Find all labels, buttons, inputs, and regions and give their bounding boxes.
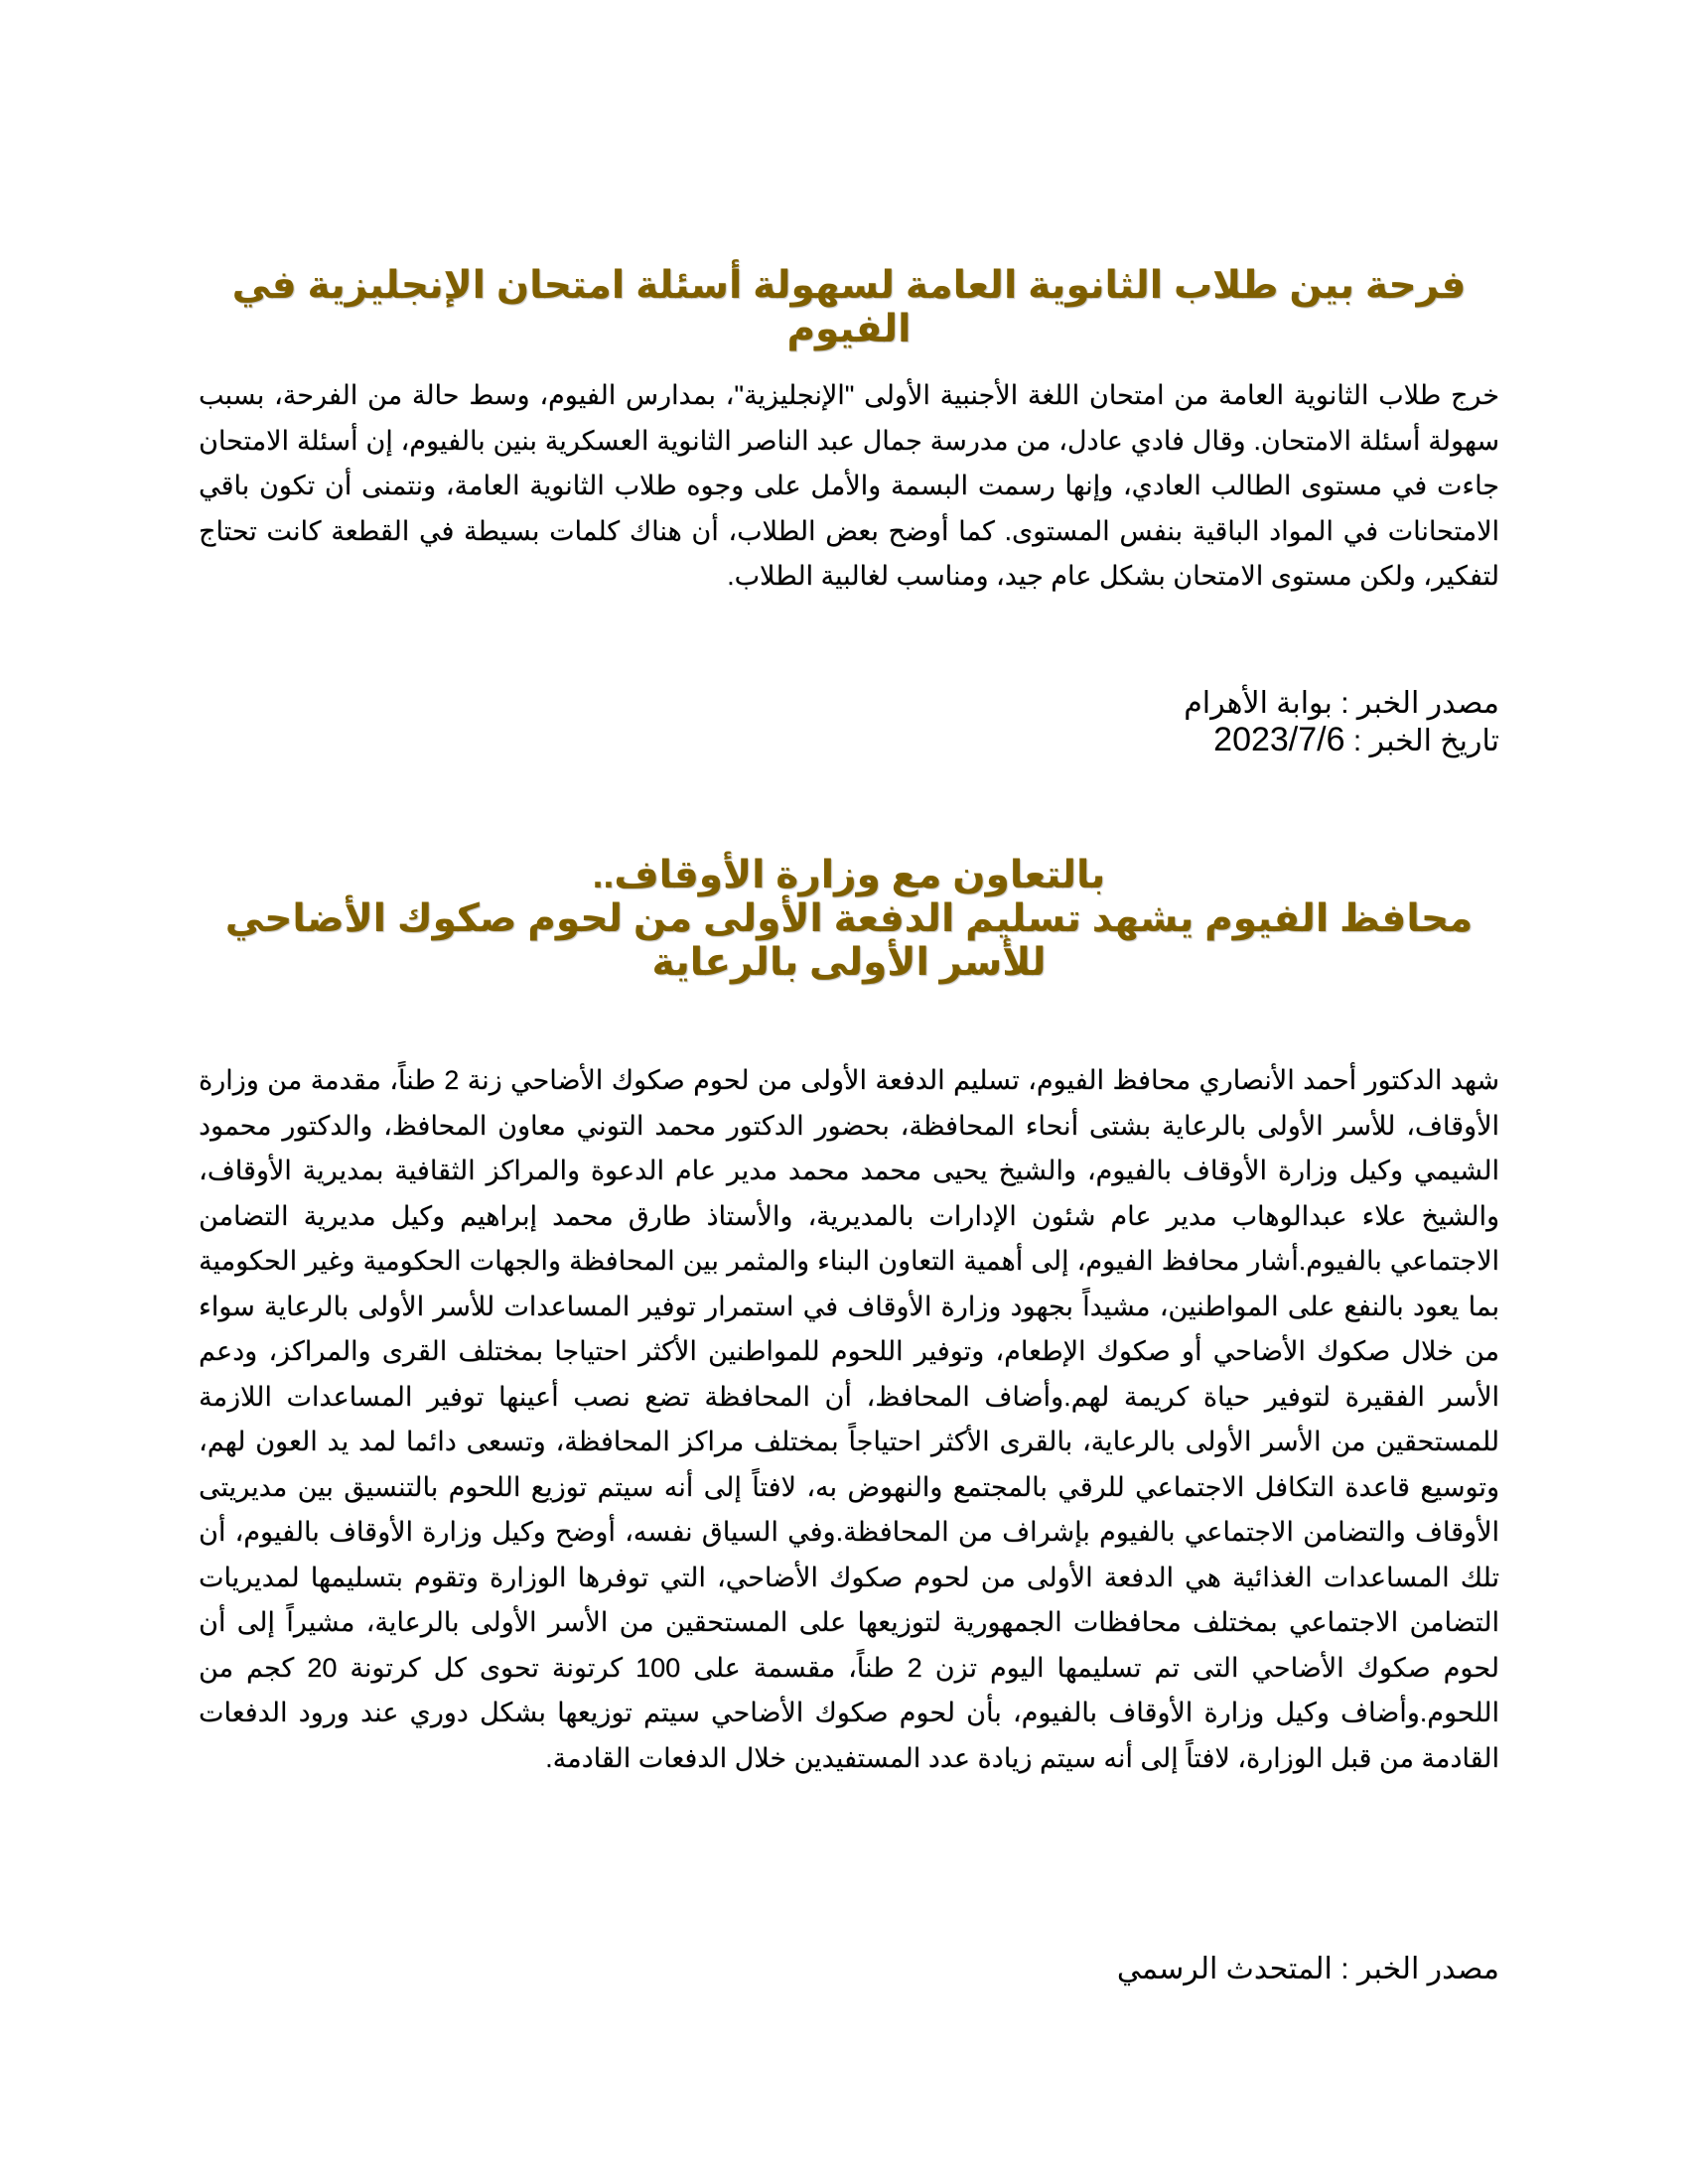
date-value: 2023/7/6 xyxy=(1213,721,1345,758)
article-2-headline-line-1: بالتعاون مع وزارة الأوقاف.. xyxy=(592,854,1106,896)
article-1-meta xyxy=(1184,685,1499,759)
article-2-headline xyxy=(199,854,1499,985)
article-1-body: خرج طلاب الثانوية العامة من امتحان اللغة الأجنبية الأولى "الإنجليزية"، بمدارس الفيوم، وسط حالة من الفرحة، بسبب سهولة أسئلة الامتحان. وقال فادي عادل، من مدرسة جمال عبد الناصر الثانوية العسكرية بنين بالفيوم، إن أسئلة الامتحان جاءت في مستوى الطالب العادي، وإنها رسمت البسمة والأمل على وجوه طلاب الثانوية العامة، ونتمنى أن تكون باقي الامتحانات في المواد الباقية بنفس المستوى. كما أوضح بعض الطلاب، أن هناك كلمات بسيطة في القطعة كانت تحتاج لتفكير، ولكن مستوى الامتحان بشكل عام جيد، ومناسب لغالبية الطلاب. xyxy=(199,380,1499,591)
article-1-headline-line: فرحة بين طلاب الثانوية العامة لسهولة أسئلة امتحان الإنجليزية في الفيوم xyxy=(231,264,1467,350)
article-2-headline-line-2: محافظ الفيوم يشهد تسليم الدفعة الأولى من لحوم صكوك الأضاحي للأسر الأولى بالرعاية xyxy=(224,897,1474,984)
source-label: مصدر الخبر : xyxy=(1332,687,1499,720)
article-2-source xyxy=(1117,1951,1499,1987)
article-1-source xyxy=(1184,685,1499,722)
source-label: مصدر الخبر : xyxy=(1332,1953,1499,1985)
article-1-headline xyxy=(199,264,1499,351)
article-2-body: شهد الدكتور أحمد الأنصاري محافظ الفيوم، تسليم الدفعة الأولى من لحوم صكوك الأضاحي زنة 2 طناً، مقدمة من وزارة الأوقاف، للأسر الأولى بالرعاية بشتى أنحاء المحافظة، بحضور الدكتور محمد التوني معاون المحافظ، والدكتور محمود الشيمي وكيل وزارة الأوقاف بالفيوم، والشيخ يحيى محمد محمد مدير عام الدعوة والمراكز الثقافية بمديرية الأوقاف، والشيخ علاء عبدالوهاب مدير عام شئون الإدارات بالمديرية، والأستاذ طارق محمد إبراهيم وكيل مديرية التضامن الاجتماعي بالفيوم.أشار محافظ الفيوم، إلى أهمية التعاون البناء والمثمر بين المحافظة والجهات الحكومية وغير الحكومية بما يعود بالنفع على المواطنين، مشيداً بجهود وزارة الأوقاف في استمرار توفير المساعدات للأسر الأولى بالرعاية سواء من خلال صكوك الأضاحي أو صكوك الإطعام، وتوفير اللحوم للمواطنين الأكثر احتياجا بمختلف القرى والمراكز، ودعم الأسر الفقيرة لتوفير حياة كريمة لهم.وأضاف المحافظ، أن المحافظة تضع نصب أعينها توفير المساعدات اللازمة للمستحقين من الأسر الأولى بالرعاية، بالقرى الأكثر احتياجاً بمختلف مراكز المحافظة، وتسعى دائما لمد يد العون لهم، وتوسيع قاعدة التكافل الاجتماعي للرقي بالمجتمع والنهوض به، لافتاً إلى أنه سيتم توزيع اللحوم بالتنسيق بين مديريتى الأوقاف والتضامن الاجتماعي بالفيوم بإشراف من المحافظة.وفي السياق نفسه، أوضح وكيل وزارة الأوقاف بالفيوم، أن تلك المساعدات الغذائية هي الدفعة الأولى من لحوم صكوك الأضاحي، التي توفرها الوزارة وتقوم بتسليمها لمديريات التضامن الاجتماعي بمختلف محافظات الجمهورية لتوزيعها على المستحقين من الأسر الأولى بالرعاية، مشيراً إلى أن لحوم صكوك الأضاحي التى تم تسليمها اليوم تزن 2 طناً، مقسمة على 100 كرتونة تحوى كل كرتونة 20 كجم من اللحوم.وأضاف وكيل وزارة الأوقاف بالفيوم، بأن لحوم صكوك الأضاحي سيتم توزيعها بشكل دوري عند ورود الدفعات القادمة من قبل الوزارة، لافتاً إلى أنه سيتم زيادة عدد المستفيدين خلال الدفعات القادمة. xyxy=(199,1065,1500,1773)
source-value: المتحدث الرسمي xyxy=(1116,1953,1333,1985)
date-label: تاريخ الخبر : xyxy=(1344,725,1499,757)
article-2-meta xyxy=(1117,1951,1499,1987)
source-value: بوابة الأهرام xyxy=(1184,687,1333,720)
article-1-date xyxy=(1184,722,1499,759)
